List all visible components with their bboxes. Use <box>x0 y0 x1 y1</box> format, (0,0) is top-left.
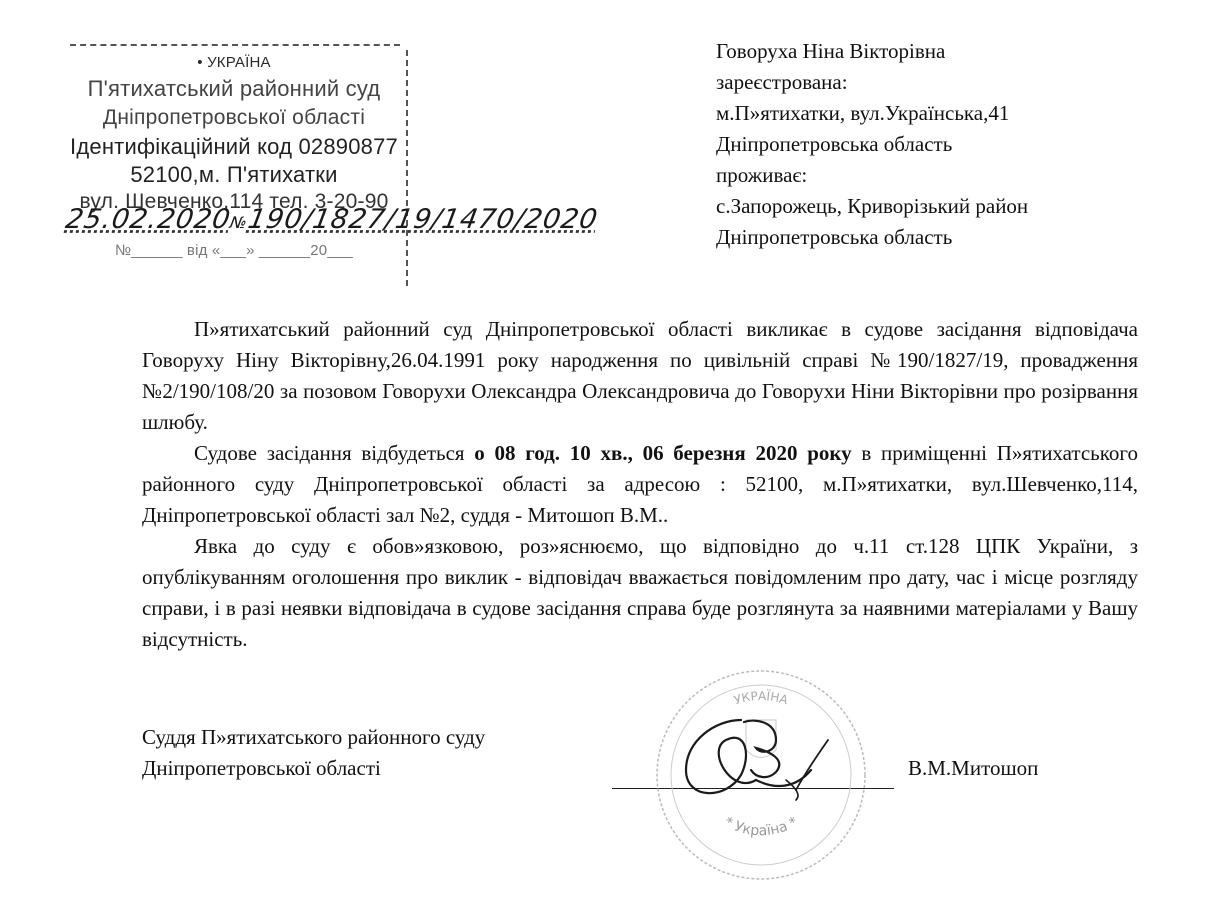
residing-label: проживає: <box>716 163 808 187</box>
judge-signature <box>686 720 828 800</box>
court-seal <box>646 660 876 890</box>
seal-bottom-text: * Україна * <box>721 814 801 840</box>
addressee-block <box>716 36 1028 253</box>
handwritten-number: 190/1827/19/1470/2020 <box>245 204 601 235</box>
registered-label: зареєстрована: <box>716 70 848 94</box>
residing-address: с.Запорожець, Криворізький район <box>716 194 1029 218</box>
judge-title <box>142 722 485 784</box>
hearing-intro: Судове засідання відбудеться <box>194 441 475 465</box>
court-stamp <box>58 44 410 290</box>
stamp-top-edge <box>70 44 400 46</box>
judge-title-line1: Суддя П»ятихатського районного суду <box>142 725 486 749</box>
registered-region: Дніпропетровська область <box>716 132 953 156</box>
stamp-ref-line: №______ від «___» ______20___ <box>115 242 353 259</box>
judge-title-line2: Дніпропетровської області <box>142 756 381 780</box>
handwritten-date: 25.02.2020 <box>63 204 234 235</box>
stamp-id-code: Ідентифікаційний код 02890877 <box>70 134 398 159</box>
stamp-postal: 52100,м. П'ятихатки <box>130 162 338 187</box>
summons-body <box>142 314 1138 655</box>
registered-address: м.П»ятихатки, вул.Українська,41 <box>716 101 1010 125</box>
seal-top-text: УКРАЇНА <box>732 688 790 708</box>
paragraph-attendance: Явка до суду є обов»язковою, роз»яснюємо, що відповідно до ч.11 ст.128 ЦПК України, з опублікуванням оголошення про виклик - відповідач вважається повідомленим про дату, час і місце розгляду справи, і в разі неявки відповідача в судове засідання справа буде розглянута за наявними матеріалами у Вашу відсутність. <box>142 534 1138 651</box>
stamp-country: • УКРАЇНА <box>197 54 271 71</box>
hearing-location: в приміщенні П»ятихатського районного суду Дніпропетровської області за адресою : 52100, м.П»ятихатки, вул.Шевченко,114, Дніпропетровської області зал №2, суддя - Митошоп В.М.. <box>142 441 1138 527</box>
stamp-street: вул. Шевченко,114 тел. 3-20-90 <box>79 190 389 213</box>
residing-region: Дніпропетровська область <box>716 225 953 249</box>
stamp-region: Дніпропетровської області <box>102 106 366 129</box>
stamp-court: П'ятихатський районний суд <box>87 76 381 101</box>
paragraph-summons: П»ятихатський районний суд Дніпропетровської області викликає в судове засідання відповідача Говоруху Ніну Вікторівну,26.04.1991 року народження по цивільній справі №190/1827/19, провадження №2/190/108/20 за позовом Говорухи Олександра Олександровича до Говорухи Ніни Вікторівни про розірвання шлюбу. <box>142 317 1138 434</box>
handwritten-number-sign: № <box>228 213 250 232</box>
paragraph-hearing <box>142 438 1138 531</box>
addressee-name: Говоруха Ніна Вікторівна <box>716 39 946 63</box>
hearing-datetime: о 08 год. 10 хв., 06 березня 2020 року <box>474 441 852 465</box>
handwritten-reference <box>63 204 600 235</box>
judge-name: В.М.Митошоп <box>908 756 1039 780</box>
